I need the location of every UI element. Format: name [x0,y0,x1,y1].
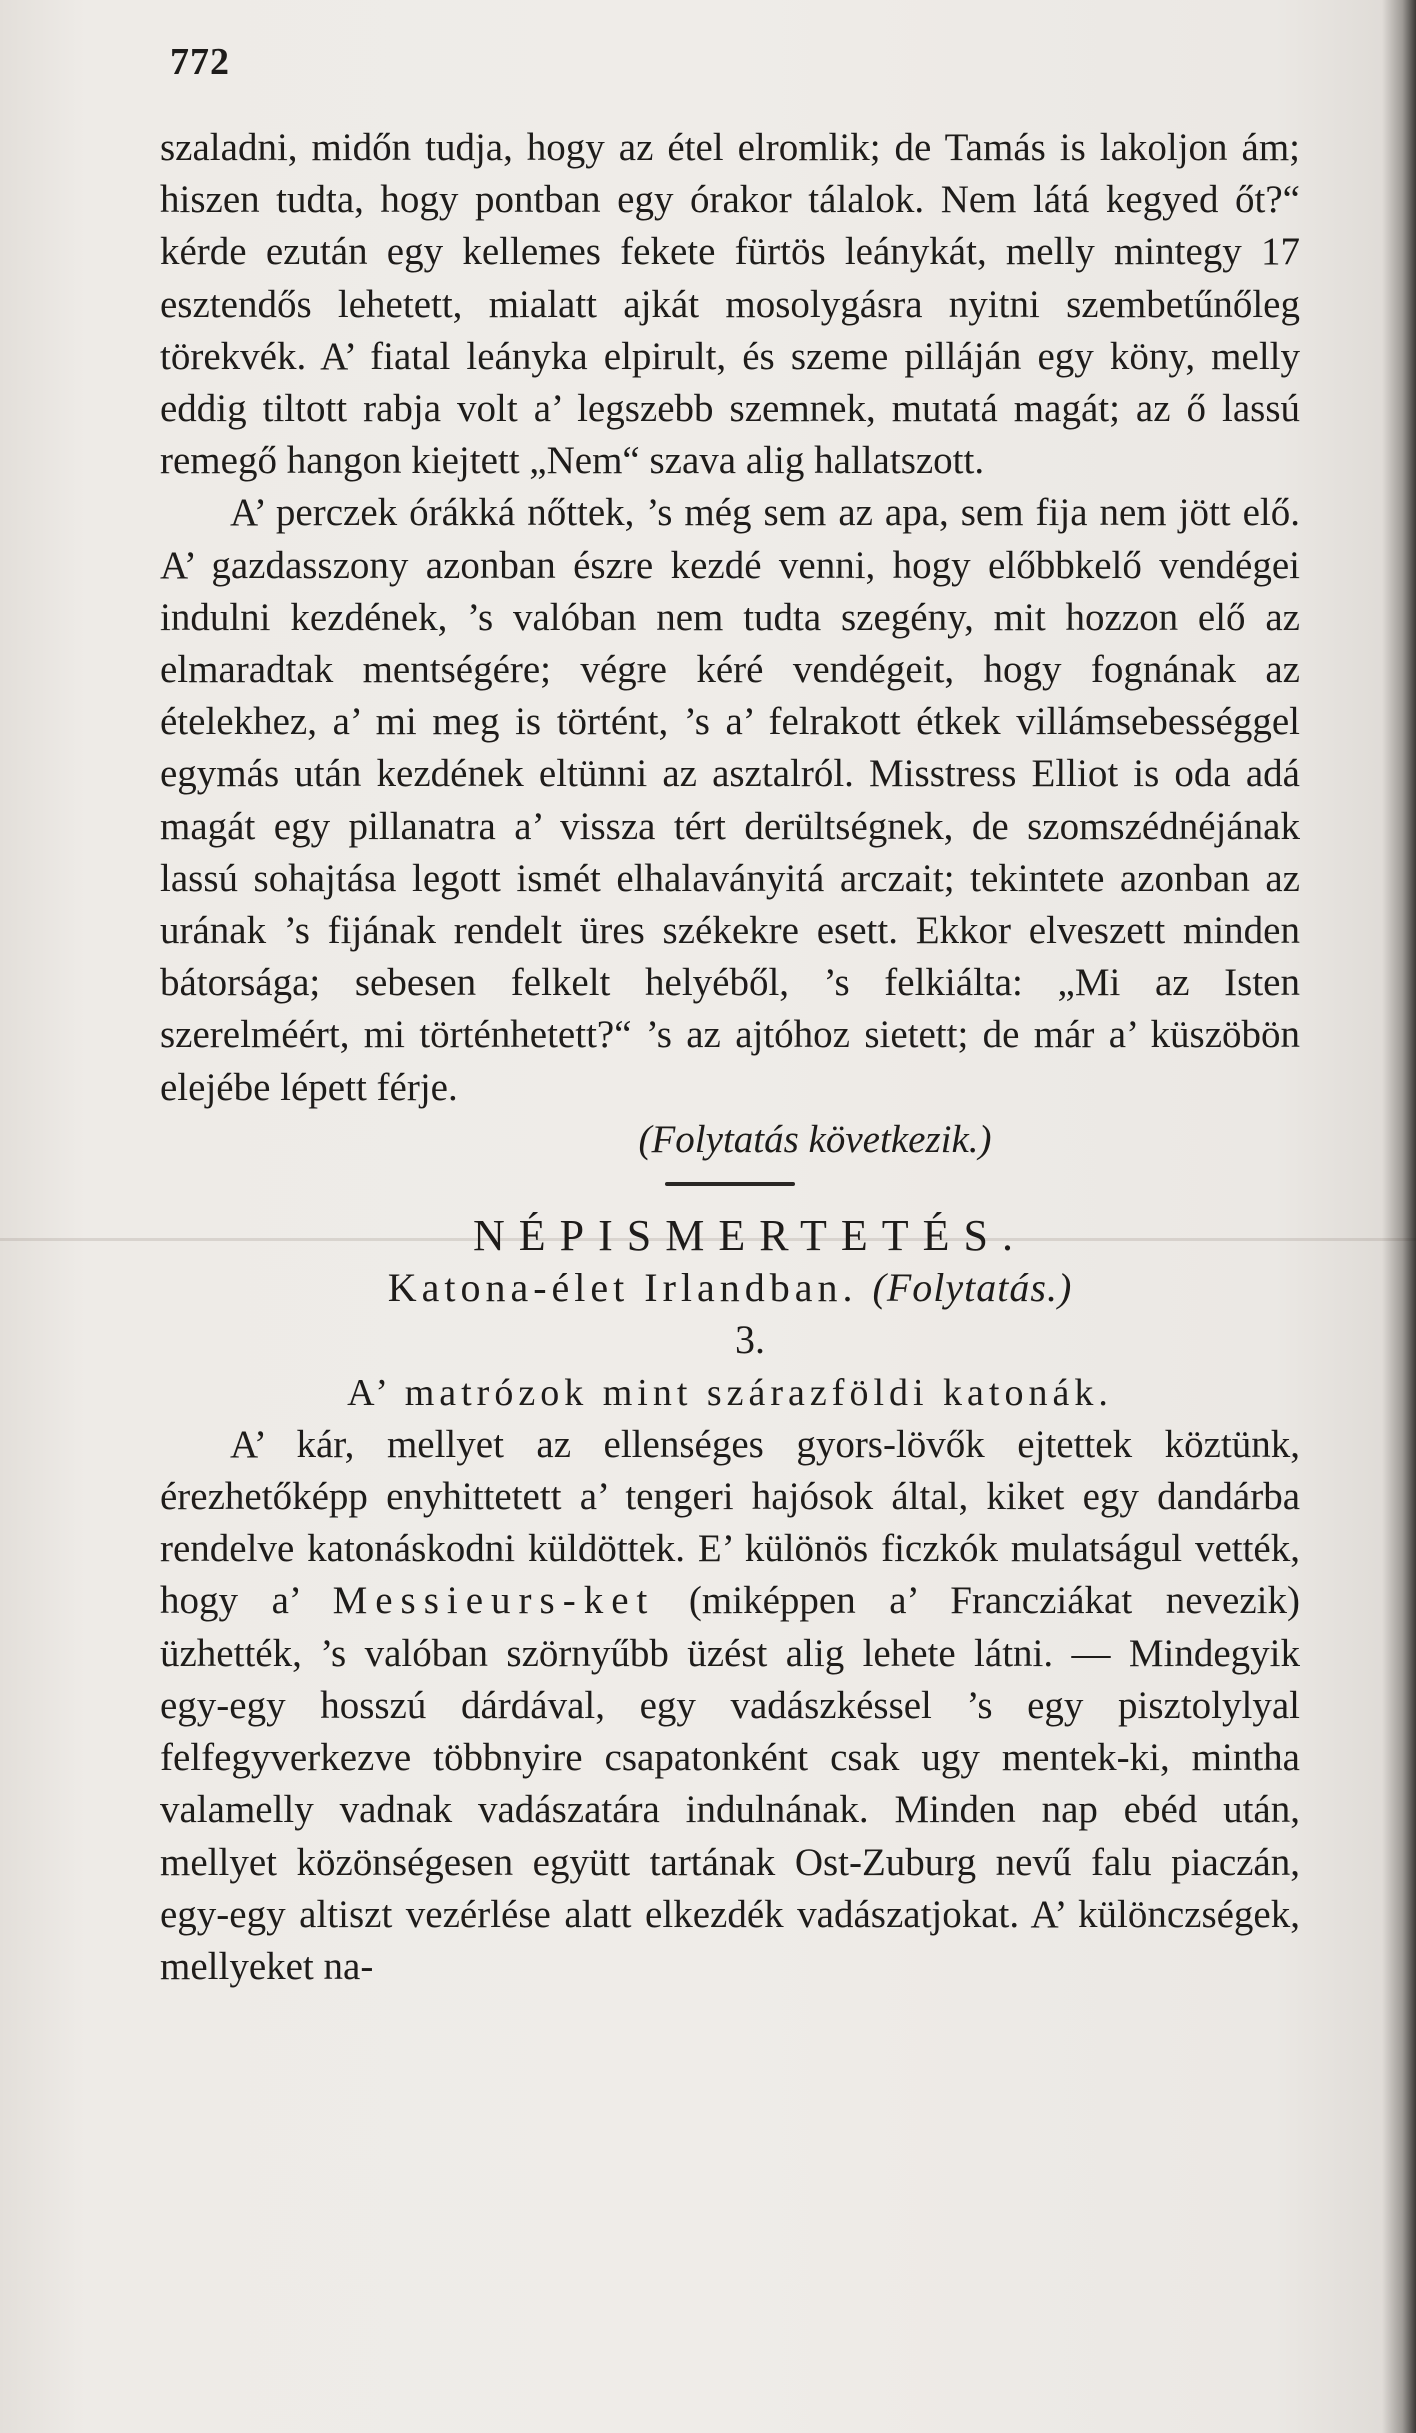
article-paragraph-start: A’ kár, mellyet az ellenséges gyors-lövők ejtettek köztünk, érezhetőképp enyhittetett a’ tengeri hajósok által, kiket egy dandárba rendelve katonáskodni küldöttek. E’ különös ficzkók mulatságul vették, hogy a’ [160,1422,1300,1623]
continuation-note: (Folytatás következik.) [638,1117,992,1161]
article-paragraph-end: (miképpen a’ Francziákat nevezik) üzhették, ’s valóban szörnyűbb üzést alig lehete látni. — Mindegyik egy-egy hosszú dárdával, egy vadászkéssel ’s egy pisztolylyal felfegyverkezve többnyire csapatonként csak ugy mentek-ki, mintha valamelly vadnak vadászatára indulnának. Minden nap ebéd után, mellyet közönségesen együtt tartának Ost-Zuburg nevű falu piaczán, egy-egy altiszt vezérlése alatt elkezdék vadászatjokat. A’ különczségek, mellyeket na- [160,1579,1300,1988]
section-divider [665,1182,795,1186]
page-edge-shadow [1382,0,1416,2433]
part-number: 3. [735,1317,765,1363]
part-heading: A’ matrózok mint szárazföldi katonák. [347,1371,1113,1414]
article-paragraph [160,1419,1300,1993]
page-number: 772 [170,41,230,83]
article-subtitle-text: Katona-élet Irlandban. [387,1265,858,1311]
article-subtitle [160,1262,1300,1314]
story-paragraph: A’ perczek órákká nőttek, ’s még sem az apa, sem fija nem jött elő. A’ gazdasszony azonban észre kezdé venni, hogy előbbkelő vendégei indulni kezdének, ’s valóban nem tudta szegény, mit hozzon elő az elmaradtak mentségére; végre kéré vendégeit, hogy fognának az ételekhez, a’ mi meg is történt, ’s a’ felrakott étkek villámsebességgel egymás után kezdének eltünni az asztalról. Misstress Elliot is oda adá magát egy pillanatra a’ vissza tért derültségnek, de szomszédnéjának lassú sohajtása legott ismét elhalaványitá arczait; tekintete azonban az urának ’s fijának rendelt üres székekre esett. Ekkor elveszett minden bátorsága; sebesen felkelt helyéből, ’s felkiálta: „Mi az Isten szerelméért, mi történhetett?“ ’s az ajtóhoz sietett; de már a’ küszöbön elejébe lépett férje. [160,491,1300,1109]
article-paragraph-spaced-word: Messieurs-ket [332,1579,656,1623]
story-paragraph: szaladni, midőn tudja, hogy az étel elromlik; de Tamás is lakoljon ám; hiszen tudta, hogy pontban egy órakor tálalok. Nem látá kegyed őt?“ kérde ezután egy kellemes fekete fürtös leánykát, melly mintegy 17 esztendős lehetett, mialatt ajkát mosolygásra nyitni szembetűnőleg törekvék. A’ fiatal leányka elpirult, és szeme pilláján egy köny, melly eddig tiltott rabja volt a’ legszebb szemnek, mutatá magát; az ő lassú remegő hangon kiejtett „Nem“ szava alig hallatszott. [160,126,1300,483]
article-subtitle-note: (Folytatás.) [872,1265,1073,1311]
section-title: NÉPISMERTETÉS. [473,1211,1027,1261]
page-body [160,122,1300,1993]
